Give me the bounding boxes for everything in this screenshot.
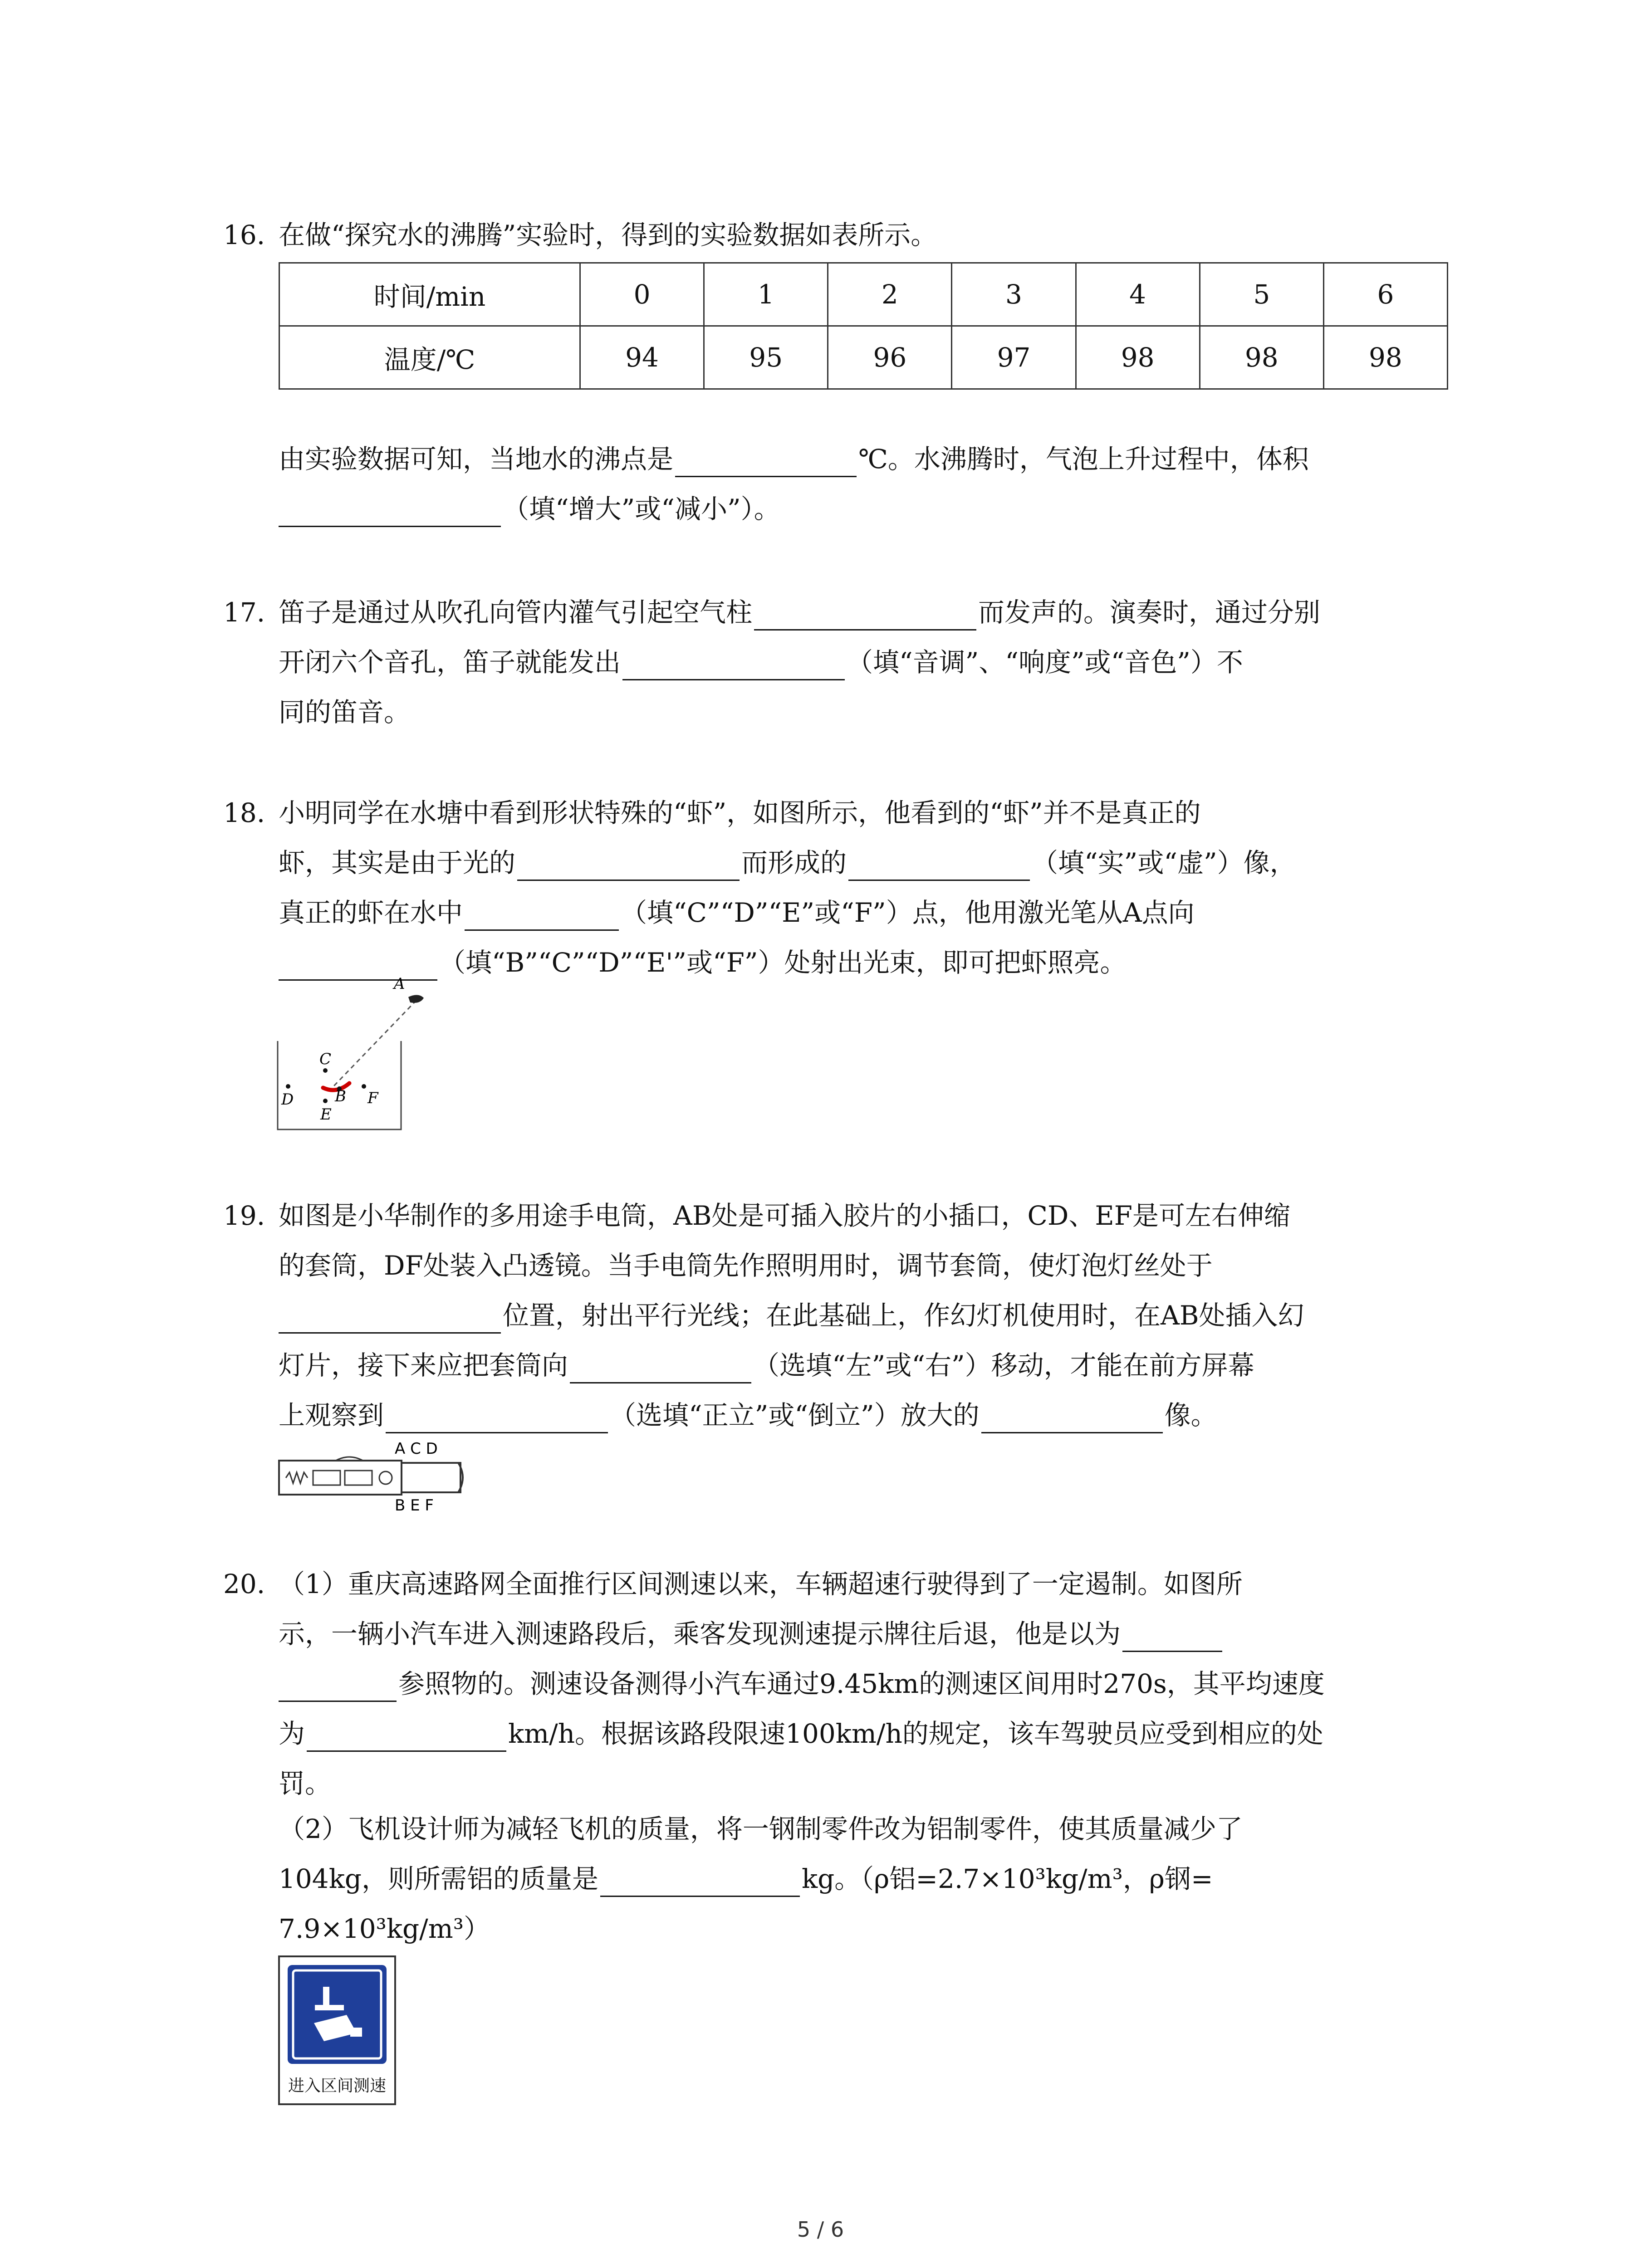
table-cell: 0	[580, 263, 704, 326]
answer-blank[interactable]	[675, 448, 857, 477]
flashlight-figure	[272, 1429, 481, 1515]
fig-label-f: F	[367, 1089, 378, 1107]
fig-label-top: A C D	[395, 1440, 438, 1458]
q17-line3: 同的笛音。	[279, 697, 411, 728]
q19-text: 上观察到	[279, 1400, 384, 1431]
table-row-label: 温度/℃	[279, 326, 580, 389]
q17-text: 笛子是通过从吹孔向管内灌气引起空气柱	[279, 597, 753, 628]
answer-blank[interactable]	[517, 851, 740, 881]
q17-line1	[279, 594, 1320, 631]
q19-line4	[279, 1347, 1254, 1383]
answer-blank[interactable]	[570, 1354, 751, 1383]
q19-line2: 的套筒，DF处装入凸透镜。当手电筒先作照明用时，调节套筒，使灯泡灯丝处于	[279, 1250, 1213, 1281]
q19-text: （选填“正立”或“倒立”）放大的	[610, 1400, 980, 1431]
table-cell: 94	[580, 326, 704, 389]
table-cell: 1	[704, 263, 828, 326]
table-cell: 97	[952, 326, 1076, 389]
answer-blank[interactable]	[622, 651, 845, 680]
q17-number: 17.	[223, 597, 265, 628]
q20-text: kg。（ρ铝=2.7×10³kg/m³，ρ钢=	[801, 1863, 1213, 1894]
table-cell: 6	[1323, 263, 1447, 326]
q17-text: （填“音调”、“响度”或“音色”）不	[847, 647, 1243, 678]
q20-text: 参照物的。测速设备测得小汽车通过9.45km的测速区间用时270s，其平均速度	[398, 1668, 1325, 1699]
q18-line1: 小明同学在水塘中看到形状特殊的“虾”，如图所示，他看到的“虾”并不是真正的	[279, 797, 1201, 828]
sign-caption: 进入区间测速	[288, 2077, 387, 2095]
table-cell: 95	[704, 326, 828, 389]
table-cell: 2	[828, 263, 952, 326]
fig-label-b: B	[335, 1087, 346, 1105]
fig-label-bottom: B E F	[395, 1496, 434, 1515]
q18-text: 虾，其实是由于光的	[279, 847, 516, 878]
q20-line4	[279, 1716, 1323, 1752]
answer-blank[interactable]	[1122, 1623, 1222, 1652]
table-cell: 98	[1200, 326, 1323, 389]
q20-line1: （1）重庆高速路网全面推行区间测速以来，车辆超速行驶得到了一定遏制。如图所	[279, 1569, 1243, 1599]
q20-text: 示，一辆小汽车进入测速路段后，乘客发现测速提示牌往后退，他是以为	[279, 1618, 1121, 1649]
table-cell: 5	[1200, 263, 1323, 326]
q20-line7	[279, 1861, 1213, 1897]
answer-blank[interactable]	[848, 851, 1030, 881]
q16-text: 由实验数据可知，当地水的沸点是	[279, 444, 674, 474]
q20-number: 20.	[223, 1569, 265, 1599]
q18-text: （填“C”“D”“E”或“F”）点，他用激光笔从A点向	[621, 897, 1195, 928]
q20-line5: 罚。	[279, 1768, 332, 1799]
q19-line1: 如图是小华制作的多用途手电筒，AB处是可插入胶片的小插口，CD、EF是可左右伸缩	[279, 1200, 1290, 1231]
q18-text: 而形成的	[741, 847, 847, 878]
q20-text: 为	[279, 1718, 305, 1749]
table-cell: 3	[952, 263, 1076, 326]
answer-blank[interactable]	[600, 1867, 800, 1897]
q18-text: （填“实”或“虚”）像，	[1032, 847, 1296, 878]
table-cell: 4	[1076, 263, 1200, 326]
q17-line2	[279, 644, 1243, 680]
fig-label-a: A	[394, 975, 405, 993]
table-cell: 98	[1323, 326, 1447, 389]
answer-blank[interactable]	[981, 1404, 1163, 1433]
q19-text: 位置，射出平行光线；在此基础上，作幻灯机使用时，在AB处插入幻	[503, 1300, 1304, 1331]
q20-line8: 7.9×10³kg/m³）	[279, 1913, 490, 1944]
q18-text: （填“B”“C”“D”“E'”或“F”）处射出光束，即可把虾照亮。	[439, 947, 1127, 978]
q18-text: 真正的虾在水中	[279, 897, 463, 928]
q19-text: 像。	[1164, 1400, 1217, 1431]
q16-stem: 在做“探究水的沸腾”实验时，得到的实验数据如表所示。	[279, 220, 937, 250]
q19-number: 19.	[223, 1200, 265, 1231]
q16-line1	[279, 441, 1309, 477]
q19-text: （选填“左”或“右”）移动，才能在前方屏幕	[753, 1350, 1254, 1381]
q18-line3	[279, 894, 1195, 931]
q20-line2	[279, 1616, 1224, 1652]
answer-blank[interactable]	[754, 601, 976, 631]
q19-line3	[279, 1297, 1304, 1334]
q20-line3	[279, 1666, 1325, 1702]
q18-line2	[279, 845, 1296, 881]
q19-line5	[279, 1397, 1217, 1433]
q16-line2	[279, 491, 780, 527]
q16-text: （填“增大”或“减小”）。	[503, 494, 780, 524]
q16-text: ℃。水沸腾时，气泡上升过程中，体积	[858, 444, 1309, 474]
table-cell: 98	[1076, 326, 1200, 389]
fig-label-c: C	[319, 1050, 332, 1068]
q16-data-table	[279, 262, 1448, 390]
answer-blank[interactable]	[279, 1672, 397, 1702]
speed-zone-sign	[278, 1955, 397, 2106]
table-cell: 96	[828, 326, 952, 389]
table-row-label: 时间/min	[279, 263, 580, 326]
q20-line6: （2）飞机设计师为减轻飞机的质量，将一钢制零件改为铝制零件，使其质量减少了	[279, 1813, 1243, 1844]
page-number: 5 / 6	[797, 2217, 844, 2242]
q18-number: 18.	[223, 797, 265, 828]
answer-blank[interactable]	[279, 1304, 501, 1334]
answer-blank[interactable]	[279, 498, 501, 527]
fig-label-e: E	[320, 1105, 332, 1124]
table-row	[279, 263, 1448, 326]
q20-text: 104kg，则所需铝的质量是	[279, 1863, 598, 1894]
q19-text: 灯片，接下来应把套筒向	[279, 1350, 568, 1381]
q17-text: 而发声的。演奏时，通过分别	[978, 597, 1321, 628]
shrimp-pond-figure	[272, 975, 463, 1139]
table-row	[279, 326, 1448, 389]
q20-text: km/h。根据该路段限速100km/h的规定，该车驾驶员应受到相应的处	[508, 1718, 1323, 1749]
q16-number: 16.	[223, 220, 265, 250]
q17-text: 开闭六个音孔，笛子就能发出	[279, 647, 621, 678]
answer-blank[interactable]	[465, 901, 619, 931]
fig-label-d: D	[281, 1090, 294, 1109]
answer-blank[interactable]	[307, 1722, 506, 1752]
